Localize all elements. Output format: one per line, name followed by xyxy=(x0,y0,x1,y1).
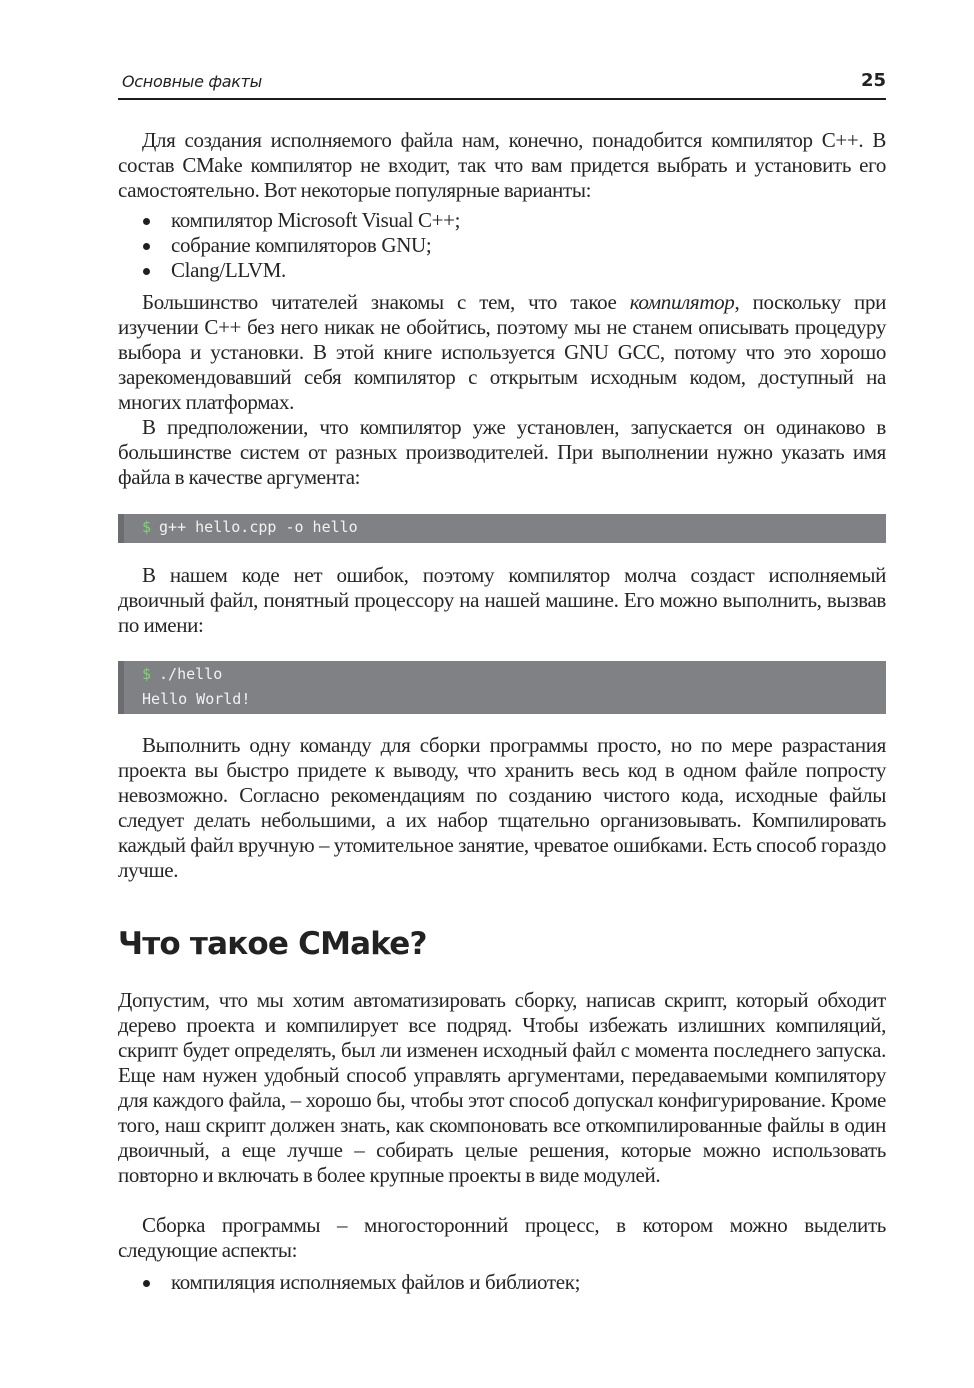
bullet-icon xyxy=(143,243,150,250)
shell-prompt-icon: $ xyxy=(142,665,152,683)
paragraph-no-errors: В нашем коде нет ошибок, поэтому компилятор молча создаст исполняемый двоичный файл, понятный процессору на нашей машине. Его можно выполнить, вызвав по имени: xyxy=(118,563,886,637)
compiler-list xyxy=(118,208,886,283)
bullet-icon xyxy=(143,218,150,225)
list-item: Clang/LLVM. xyxy=(118,258,886,283)
paragraph-compiler-usage: В предположении, что компилятор уже установлен, запускается он одинаково в большинстве систем от разных производителей. При выполнении нужно указать имя файла в качестве аргумента: xyxy=(118,415,886,489)
paragraph-build-problem: Выполнить одну команду для сборки программы просто, но по мере разрастания проекта вы быстро придете к выводу, что хранить весь код в одном файле попросту невозможно. Согласно рекомендациям по созданию чистого кода, исходные файлы следует делать небольшими, а их набор тщательно организовывать. Компилировать каждый файл вручную – утомительное занятие, чреватое ошибками. Есть способ гораздо лучше. xyxy=(118,733,886,882)
code-line xyxy=(142,662,886,687)
bullet-icon xyxy=(143,268,150,275)
shell-command: ./hello xyxy=(159,665,223,683)
bullet-icon xyxy=(143,1280,150,1287)
code-line xyxy=(142,515,886,540)
paragraph-automation: Допустим, что мы хотим автоматизировать сборку, написав скрипт, который обходит дерево проекта и компилирует все подряд. Чтобы избежать излишних компиляций, скрипт будет определять, был ли изменен исходный файл с момента последнего запуска. Еще нам нужен удобный способ управлять аргументами, передаваемыми компилятору для каждого файла, – хорошо бы, чтобы этот способ допускал конфигурирование. Кроме того, наш скрипт должен знать, как скомпоновать все откомпилированные файлы в один двоичный, а еще лучше – собирать целые решения, которые можно использовать повторно и включать в более крупные проекты в виде модулей. xyxy=(118,988,886,1187)
code-output: Hello World! xyxy=(142,690,251,708)
aspects-list xyxy=(118,1270,886,1295)
code-block-compile xyxy=(118,514,886,543)
list-item: собрание компиляторов GNU; xyxy=(118,233,886,258)
shell-command: g++ hello.cpp -o hello xyxy=(159,518,358,536)
shell-prompt-icon: $ xyxy=(142,518,152,536)
section-heading: Что такое CMake? xyxy=(118,926,427,962)
list-item: компилятор Microsoft Visual C++; xyxy=(118,208,886,233)
emphasis-term: компилятор xyxy=(629,290,735,314)
running-header xyxy=(118,66,886,100)
list-item: компиляция исполняемых файлов и библиотек; xyxy=(118,1270,886,1295)
code-block-run xyxy=(118,661,886,714)
running-title: Основные факты xyxy=(122,72,262,91)
paragraph-compiler-choice: Большинство читателей знакомы с тем, что такое компилятор, поскольку при изучении C++ без него никак не обойтись, поэтому мы не станем описывать процедуру выбора и установки. В этой книге используется GNU GCC, потому что это хорошо зарекомендовавший себя компилятор с открытым исходным кодом, доступный на многих платформах. xyxy=(118,290,886,414)
paragraph-build-aspects: Сборка программы – многосторонний процесс, в котором можно выделить следующие аспекты: xyxy=(118,1213,886,1262)
page-number: 25 xyxy=(860,70,886,91)
paragraph-compiler-intro: Для создания исполняемого файла нам, конечно, понадобится компилятор C++. В состав CMake компилятор не входит, так что вам придется выбрать и установить его самостоятельно. Вот некоторые популярные варианты: xyxy=(118,128,886,202)
